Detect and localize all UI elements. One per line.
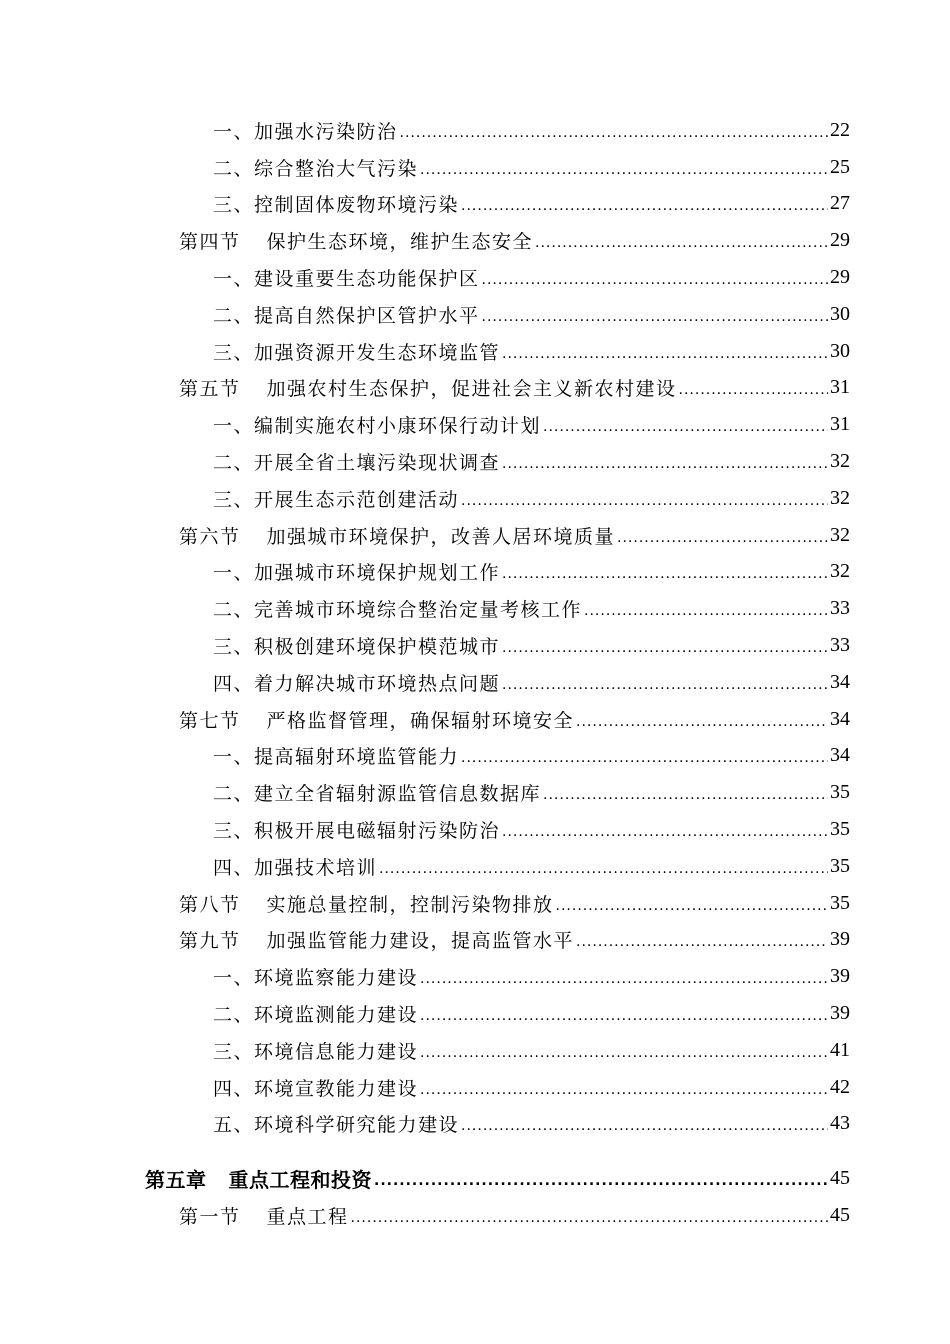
toc-page-number: 45: [830, 1167, 850, 1190]
toc-entry-title: 一、建设重要生态功能保护区: [213, 268, 480, 291]
toc-entry-item[interactable]: [0, 333, 950, 370]
toc-page-number: 39: [830, 928, 850, 951]
toc-entry-item[interactable]: [0, 554, 950, 591]
toc-page-number: 35: [830, 781, 850, 804]
toc-dot-leader: [543, 788, 828, 802]
toc-dot-leader: [420, 1046, 828, 1060]
toc-dot-leader: [576, 715, 828, 729]
toc-entry-number: 第八节: [179, 893, 241, 916]
toc-dot-leader: [535, 236, 828, 250]
toc-entry-item[interactable]: [0, 958, 950, 995]
toc-dot-leader: [351, 1211, 828, 1225]
toc-entry-title: 二、建立全省辐射源监管信息数据库: [213, 783, 542, 806]
toc-dot-leader: [461, 751, 828, 765]
toc-entry-title: 加强农村生态保护，促进社会主义新农村建设: [266, 378, 677, 401]
toc-entry-item[interactable]: [0, 443, 950, 480]
toc-entry-item[interactable]: [0, 627, 950, 664]
toc-entry-title: 五、环境科学研究能力建设: [213, 1114, 460, 1137]
toc-entry-number: 第九节: [179, 930, 241, 953]
toc-dot-leader: [679, 383, 828, 397]
toc-entry-title: 四、着力解决城市环境热点问题: [213, 672, 501, 695]
toc-entry-title: 重点工程和投资: [228, 1168, 372, 1193]
toc-entry-title: 重点工程: [266, 1206, 349, 1228]
toc-entry-number: 第五章: [145, 1168, 207, 1193]
toc-entry-item[interactable]: [0, 296, 950, 333]
toc-entry-item[interactable]: [0, 259, 950, 296]
toc-entry-number: 第四节: [179, 231, 241, 254]
toc-page-number: 42: [830, 1075, 850, 1098]
toc-entry-title: 一、提高辐射环境监管能力: [213, 746, 460, 769]
toc-page-number: 45: [830, 1204, 850, 1226]
toc-entry-number: 第七节: [179, 709, 241, 732]
toc-entry-title: 三、开展生态示范创建活动: [213, 488, 460, 511]
toc-entry-title: 二、提高自然保护区管护水平: [213, 304, 480, 327]
toc-dot-leader: [502, 825, 828, 839]
toc-dot-leader: [420, 163, 828, 177]
toc-page-number: 30: [830, 339, 850, 362]
toc-entry-item[interactable]: [0, 848, 950, 885]
toc-entry-number: 第五节: [179, 378, 241, 401]
toc-entry-title: 二、开展全省土壤污染现状调查: [213, 452, 501, 475]
toc-page-number: 35: [830, 891, 850, 914]
toc-dot-leader: [420, 972, 828, 986]
toc-dot-leader: [482, 310, 828, 324]
toc-entry-item[interactable]: [0, 664, 950, 701]
toc-entry-section[interactable]: [0, 922, 950, 959]
toc-entry-title: 三、积极开展电磁辐射污染防治: [213, 820, 501, 843]
toc-dot-leader: [420, 1083, 828, 1097]
toc-entry-item[interactable]: [0, 149, 950, 186]
toc-page-number: 32: [830, 560, 850, 583]
toc-entry-title: 四、加强技术培训: [213, 856, 378, 879]
toc-entry-title: 三、环境信息能力建设: [213, 1040, 419, 1063]
toc-page-number: 31: [830, 413, 850, 436]
toc-entry-section[interactable]: [0, 885, 950, 922]
toc-page-number: 29: [830, 266, 850, 289]
toc-entry-item[interactable]: [0, 480, 950, 517]
toc-entry-title: 一、加强水污染防治: [213, 120, 398, 143]
toc-entry-section[interactable]: [0, 1197, 950, 1234]
toc-entry-title: 四、环境宣教能力建设: [213, 1077, 419, 1100]
toc-page-number: 25: [830, 155, 850, 178]
toc-entry-title: 二、完善城市环境综合整治定量考核工作: [213, 599, 583, 622]
toc-page-number: 31: [830, 376, 850, 399]
toc-dot-leader: [543, 420, 828, 434]
toc-entry-title: 一、加强城市环境保护规划工作: [213, 562, 501, 585]
toc-dot-leader: [576, 935, 828, 949]
toc-entry-title: 三、控制固体废物环境污染: [213, 194, 460, 217]
toc-page-number: 32: [830, 486, 850, 509]
toc-page-number: 32: [830, 450, 850, 473]
toc-page-number: 29: [830, 229, 850, 252]
toc-entry-item[interactable]: [0, 774, 950, 811]
toc-dot-leader: [502, 567, 828, 581]
toc-dot-leader: [502, 678, 828, 692]
toc-entry-item[interactable]: [0, 811, 950, 848]
toc-dot-leader: [502, 347, 828, 361]
toc-entry-title: 一、环境监察能力建设: [213, 967, 419, 990]
toc-dot-leader: [379, 862, 828, 876]
toc-entry-number: 第六节: [179, 525, 241, 548]
toc-entry-item[interactable]: [0, 1032, 950, 1069]
toc-entry-section[interactable]: [0, 222, 950, 259]
toc-entry-title: 三、加强资源开发生态环境监管: [213, 341, 501, 364]
toc-entry-section[interactable]: [0, 701, 950, 738]
toc-dot-leader: [584, 604, 828, 618]
toc-page-number: 30: [830, 302, 850, 325]
toc-entry-item[interactable]: [0, 995, 950, 1032]
toc-dot-leader: [374, 1174, 828, 1188]
toc-entry-title: 保护生态环境，维护生态安全: [266, 231, 534, 254]
toc-page-number: 32: [830, 523, 850, 546]
toc-page-number: 34: [830, 707, 850, 730]
toc-entry-section[interactable]: [0, 517, 950, 554]
toc-entry-item[interactable]: [0, 112, 950, 149]
toc-entry-item[interactable]: [0, 1069, 950, 1106]
toc-dot-leader: [502, 457, 828, 471]
toc-entry-title: 二、环境监测能力建设: [213, 1004, 419, 1027]
toc-page-number: 41: [830, 1038, 850, 1061]
toc-page-number: 35: [830, 854, 850, 877]
toc-dot-leader: [461, 199, 828, 213]
toc-entry-title: 严格监督管理，确保辐射环境安全: [266, 709, 575, 732]
toc-dot-leader: [461, 494, 828, 508]
toc-entry-number: 第一节: [179, 1206, 241, 1228]
toc-page-number: 34: [830, 670, 850, 693]
toc-entry-title: 二、综合整治大气污染: [213, 157, 419, 180]
toc-page-number: 43: [830, 1112, 850, 1135]
toc-page-number: 27: [830, 192, 850, 215]
toc-dot-leader: [461, 1119, 828, 1133]
toc-entry-section[interactable]: [0, 370, 950, 407]
toc-dot-leader: [482, 273, 828, 287]
toc-page-number: 39: [830, 1002, 850, 1025]
toc-entry-title: 加强城市环境保护，改善人居环境质量: [266, 525, 616, 548]
toc-entry-chapter[interactable]: [0, 1160, 950, 1197]
toc-dot-leader: [556, 899, 828, 913]
toc-entry-title: 加强监管能力建设，提高监管水平: [266, 930, 575, 953]
toc-dot-leader: [400, 126, 828, 140]
toc-entry-title: 一、编制实施农村小康环保行动计划: [213, 415, 542, 438]
toc-entry-item[interactable]: [0, 1106, 950, 1143]
toc-entry-item[interactable]: [0, 590, 950, 627]
toc-page-number: 22: [830, 118, 850, 141]
toc-dot-leader: [420, 1009, 828, 1023]
toc-dot-leader: [617, 531, 828, 545]
toc-page-number: 33: [830, 597, 850, 620]
toc-entry-item[interactable]: [0, 738, 950, 775]
toc-entry-title: 实施总量控制，控制污染物排放: [266, 893, 554, 916]
toc-dot-leader: [502, 641, 828, 655]
toc-entry-item[interactable]: [0, 186, 950, 223]
toc-page-number: 39: [830, 965, 850, 988]
toc-page-number: 34: [830, 744, 850, 767]
toc-page-number: 35: [830, 818, 850, 841]
toc-page-number: 33: [830, 634, 850, 657]
toc-entry-title: 三、积极创建环境保护模范城市: [213, 636, 501, 659]
table-of-contents: [0, 112, 950, 1234]
toc-entry-item[interactable]: [0, 406, 950, 443]
